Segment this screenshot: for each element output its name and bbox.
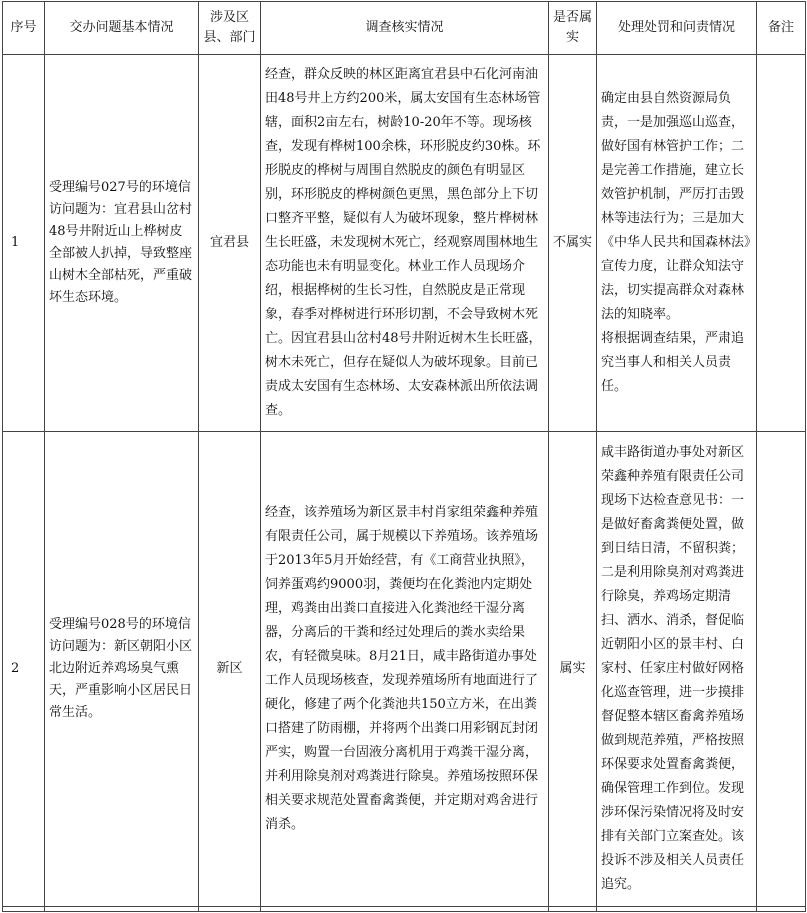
row-investigation: 经查，该养殖场为新区景丰村肖家组荣鑫种养殖有限责任公司，属于规模以下养殖场。该养殖场于2013年5月开始经营，有《工商营业执照》，饲养蛋鸡约9000羽，粪便均在化粪池内定期处理，鸡粪由出粪口直接进入化粪池经干湿分离器，分离后的干粪和经过处理后的粪水卖给果农，有轻微臭味。8月21日，咸丰路街道办事处工作人员现场核查，发现养殖场所有地面进行了硬化，修建了两个化粪池共150立方米，在出粪口搭建了防雨棚，并将两个出粪口用彩钢瓦封闭严实，购置一台固液分离机用于鸡粪干湿分离，并利用除臭剂对鸡粪进行除臭。养殖场按照环保相关要求规范处置畜禽粪便，并定期对鸡舍进行消杀。 xyxy=(261,432,549,907)
row-remarks xyxy=(757,55,806,432)
row-area: 新区 xyxy=(199,432,261,907)
complaint-table xyxy=(2,1,806,912)
row-handling xyxy=(597,55,757,432)
row-handling-accountability: 将根据调查结果，严肃追究当事人和相关人员责任。 xyxy=(601,331,745,394)
header-index: 序号 xyxy=(3,2,45,55)
header-investigation: 调查核实情况 xyxy=(261,2,549,55)
table-header-row xyxy=(3,2,806,55)
row-area: 宜君县 xyxy=(199,55,261,432)
row-index: 1 xyxy=(3,55,45,432)
table-row-cutoff xyxy=(3,907,806,912)
row-verified: 属实 xyxy=(549,432,597,907)
header-area: 涉及区县、部门 xyxy=(199,2,261,55)
row-handling-measures: 确定由县自然资源局负责，一是加强巡山巡查，做好国有林管护工作；二是完善工作措施，建立长效管护机制，严厉打击毁林等违法行为；三是加大《中华人民共和国森林法》宣传力度，让群众知法守法，切实提高群众对森林法的知晓率。 xyxy=(601,91,751,322)
row-investigation: 经查，群众反映的林区距离宜君县中石化河南油田48号井上方约200米，属太安国有生态林场管辖，面积2亩左右，树龄10-20年不等。现场核查，发现有桦树100余株，环形脱皮约30株。环形脱皮的桦树与周围自然脱皮的颜色有明显区别，环形脱皮的桦树颜色更黑，黑色部分上下切口整齐平整，疑似有人为破坏现象，整片桦树林生长旺盛，未发现树木死亡，经观察周围林地生态功能也未有明显变化。林业工作人员现场介绍，根据桦树的生长习性，自然脱皮是正常现象，春季对桦树进行环形切割，不会导致树木死亡。因宜君县山岔村48号井附近树木生长旺盛，树木未死亡，但存在疑似人为破坏现象。目前已责成太安国有生态林场、太安森林派出所依法调查。 xyxy=(261,55,549,432)
header-remarks: 备注 xyxy=(757,2,806,55)
header-summary: 交办问题基本情况 xyxy=(45,2,199,55)
row-remarks xyxy=(757,432,806,907)
table-row xyxy=(3,55,806,432)
row-summary: 受理编号027号的环境信访问题为：宜君县山岔村48号井附近山上桦树皮全部被人扒掉，导致整座山树木全部枯死，严重破坏生态环境。 xyxy=(45,55,199,432)
row-verified: 不属实 xyxy=(549,55,597,432)
row-summary: 受理编号028号的环境信访问题为：新区朝阳小区北边附近养鸡场臭气熏天，严重影响小区居民日常生活。 xyxy=(45,432,199,907)
header-handling: 处理处罚和问责情况 xyxy=(597,2,757,55)
header-verified: 是否属实 xyxy=(549,2,597,55)
complaint-table-sheet xyxy=(2,1,805,912)
row-index: 2 xyxy=(3,432,45,907)
table-row xyxy=(3,432,806,907)
row-handling: 咸丰路街道办事处对新区荣鑫种养殖有限责任公司现场下达检查意见书：一是做好畜禽粪便处置，做到日结日清，不留积粪；二是利用除臭剂对鸡粪进行除臭，养鸡场定期清扫、洒水、消杀，督促临近朝阳小区的景丰村、白家村、任家庄村做好网格化巡查管理，进一步摸排督促整本辖区畜禽养殖场做到规范养殖，严格按照环保要求处置畜禽粪便，确保管理工作到位。发现涉环保污染情况将及时安排有关部门立案查处。该投诉不涉及相关人员责任追究。 xyxy=(597,432,757,907)
